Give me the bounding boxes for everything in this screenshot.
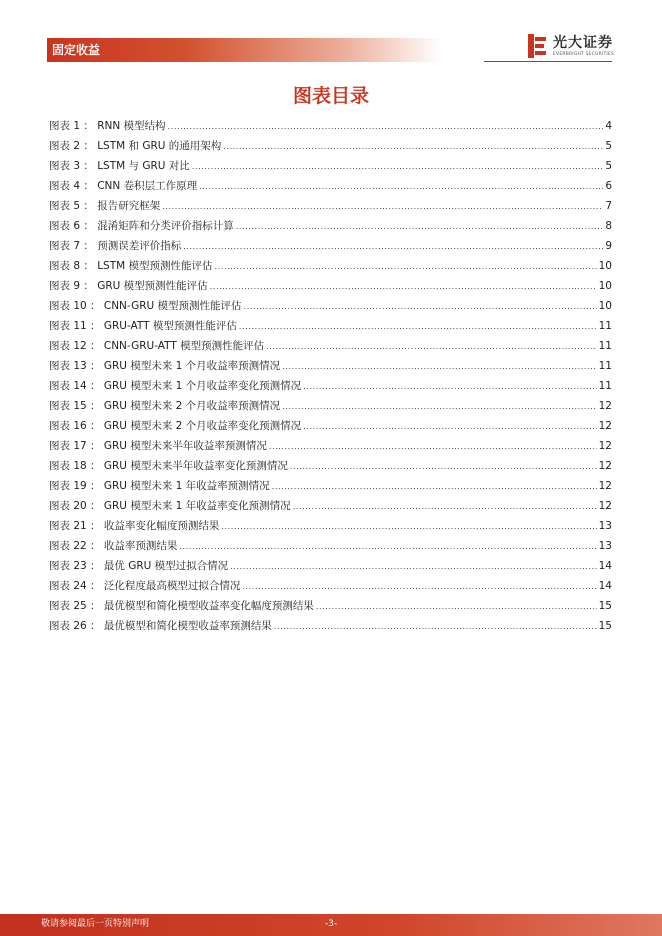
toc-entry[interactable]: [49, 438, 612, 458]
toc-entry-leader: [303, 379, 596, 395]
toc-entry-page: 15: [598, 600, 612, 612]
toc-entry[interactable]: [49, 298, 612, 318]
toc-entry-leader: [290, 459, 597, 475]
header-rule: [484, 61, 612, 62]
toc-entry-leader: [223, 139, 603, 155]
toc-entry-leader: [162, 199, 603, 215]
toc-entry-leader: [269, 439, 597, 455]
toc-entry-leader: [236, 219, 604, 235]
section-label: 固定收益: [52, 43, 101, 57]
toc-entry[interactable]: [49, 178, 612, 198]
toc-entry-label: 图表 11 ： GRU-ATT 模型预测性能评估: [49, 320, 237, 332]
toc-entry-label: 图表 9 ： GRU 模型预测性能评估: [49, 280, 208, 292]
toc-entry-leader: [179, 539, 596, 555]
toc-entry-leader: [266, 339, 597, 355]
toc-entry-leader: [210, 279, 597, 295]
brand-logo-icon: [527, 34, 547, 58]
toc-entry-label: 图表 8 ： LSTM 模型预测性能评估: [49, 260, 213, 272]
toc-entry-label: 图表 19 ： GRU 模型未来 1 年收益率预测情况: [49, 480, 270, 492]
toc-entry-label: 图表 12 ： CNN-GRU-ATT 模型预测性能评估: [49, 340, 265, 352]
brand-name: 光大证券: [553, 35, 613, 51]
toc-entry-label: 图表 23 ： 最优 GRU 模型过拟合情况: [49, 560, 229, 572]
toc-entry[interactable]: [49, 198, 612, 218]
toc-entry[interactable]: [49, 238, 612, 258]
toc-entry-leader: [316, 599, 597, 615]
toc-entry-page: 13: [598, 540, 612, 552]
toc-entry[interactable]: [49, 378, 612, 398]
toc-entry[interactable]: [49, 578, 612, 598]
toc-entry-leader: [215, 259, 597, 275]
toc-entry-leader: [199, 179, 603, 195]
toc-entry-label: 图表 14 ： GRU 模型未来 1 个月收益率变化预测情况: [49, 380, 302, 392]
toc-entry-leader: [272, 479, 597, 495]
toc-entry-label: 图表 13 ： GRU 模型未来 1 个月收益率预测情况: [49, 360, 281, 372]
footer-page-number: -3-: [324, 919, 338, 929]
toc-entry[interactable]: [49, 478, 612, 498]
toc-entry-page: 7: [605, 200, 612, 212]
toc-entry-label: 图表 3 ： LSTM 与 GRU 对比: [49, 160, 190, 172]
toc-entry-leader: [293, 499, 597, 515]
toc-entry-label: 图表 6 ： 混淆矩阵和分类评价指标计算: [49, 220, 234, 232]
toc-entry-page: 12: [598, 500, 612, 512]
toc-entry-page: 12: [598, 400, 612, 412]
toc-entry-label: 图表 22 ： 收益率预测结果: [49, 540, 178, 552]
toc-entry-page: 10: [598, 300, 612, 312]
toc-entry-page: 11: [598, 360, 612, 372]
toc-entry-page: 4: [605, 120, 612, 132]
toc-entry-leader: [242, 579, 596, 595]
toc-entry-page: 15: [598, 620, 612, 632]
toc-entry-page: 10: [598, 280, 612, 292]
toc-list: [49, 118, 612, 638]
toc-title: 图表目录: [292, 85, 369, 107]
toc-entry-label: 图表 10 ： CNN-GRU 模型预测性能评估: [49, 300, 242, 312]
toc-entry[interactable]: [49, 158, 612, 178]
toc-entry-page: 12: [598, 460, 612, 472]
toc-entry[interactable]: [49, 498, 612, 518]
toc-entry-page: 14: [598, 560, 612, 572]
toc-entry-page: 8: [605, 220, 612, 232]
toc-entry-label: 图表 24 ： 泛化程度最高模型过拟合情况: [49, 580, 241, 592]
toc-entry-label: 图表 5 ： 报告研究框架: [49, 200, 161, 212]
toc-entry-page: 6: [605, 180, 612, 192]
toc-entry[interactable]: [49, 618, 612, 638]
toc-entry-page: 11: [598, 340, 612, 352]
toc-entry[interactable]: [49, 518, 612, 538]
toc-entry-leader: [282, 399, 596, 415]
toc-entry-page: 5: [605, 160, 612, 172]
toc-entry-label: 图表 26 ： 最优模型和简化模型收益率预测结果: [49, 620, 272, 632]
toc-entry-label: 图表 20 ： GRU 模型未来 1 年收益率变化预测情况: [49, 500, 291, 512]
toc-entry[interactable]: [49, 218, 612, 238]
toc-entry-page: 12: [598, 420, 612, 432]
toc-entry-label: 图表 17 ： GRU 模型未来半年收益率预测情况: [49, 440, 267, 452]
toc-entry-label: 图表 18 ： GRU 模型未来半年收益率变化预测情况: [49, 460, 288, 472]
toc-entry[interactable]: [49, 358, 612, 378]
toc-entry-page: 10: [598, 260, 612, 272]
toc-entry-page: 12: [598, 480, 612, 492]
toc-entry-page: 11: [598, 380, 612, 392]
toc-entry-label: 图表 25 ： 最优模型和简化模型收益率变化幅度预测结果: [49, 600, 314, 612]
toc-entry-leader: [282, 359, 596, 375]
toc-entry-leader: [168, 119, 604, 135]
toc-entry-page: 5: [605, 140, 612, 152]
toc-entry-leader: [183, 239, 603, 255]
header-band: [47, 38, 442, 62]
toc-entry[interactable]: [49, 558, 612, 578]
toc-entry-leader: [274, 619, 597, 635]
toc-entry[interactable]: [49, 398, 612, 418]
toc-entry[interactable]: [49, 258, 612, 278]
toc-entry-page: 14: [598, 580, 612, 592]
toc-entry-leader: [192, 159, 604, 175]
toc-entry-page: 11: [598, 320, 612, 332]
toc-entry-label: 图表 1 ： RNN 模型结构: [49, 120, 166, 132]
toc-entry[interactable]: [49, 338, 612, 358]
toc-entry-page: 13: [598, 520, 612, 532]
toc-entry[interactable]: [49, 458, 612, 478]
toc-entry[interactable]: [49, 418, 612, 438]
toc-entry[interactable]: [49, 138, 612, 158]
toc-entry[interactable]: [49, 538, 612, 558]
toc-entry-label: 图表 21 ： 收益率变化幅度预测结果: [49, 520, 220, 532]
toc-entry-label: 图表 7 ： 预测误差评价指标: [49, 240, 182, 252]
toc-entry-leader: [244, 299, 597, 315]
toc-entry-page: 12: [598, 440, 612, 452]
toc-entry-leader: [221, 519, 596, 535]
toc-entry-page: 9: [605, 240, 612, 252]
brand-logo: [525, 34, 617, 60]
toc-entry-leader: [230, 559, 596, 575]
toc-entry-label: 图表 4 ： CNN 卷积层工作原理: [49, 180, 198, 192]
toc-entry-label: 图表 2 ： LSTM 和 GRU 的通用架构: [49, 140, 222, 152]
brand-english: EVERBRIGHT SECURITIES: [553, 52, 615, 57]
toc-entry-leader: [303, 419, 596, 435]
toc-entry-label: 图表 16 ： GRU 模型未来 2 个月收益率变化预测情况: [49, 420, 302, 432]
toc-entry[interactable]: [49, 278, 612, 298]
toc-entry-leader: [239, 319, 597, 335]
footer-disclaimer[interactable]: 敬请参阅最后一页特别声明: [41, 919, 150, 929]
toc-entry-label: 图表 15 ： GRU 模型未来 2 个月收益率预测情况: [49, 400, 281, 412]
toc-entry[interactable]: [49, 598, 612, 618]
toc-entry[interactable]: [49, 318, 612, 338]
toc-entry[interactable]: [49, 118, 612, 138]
